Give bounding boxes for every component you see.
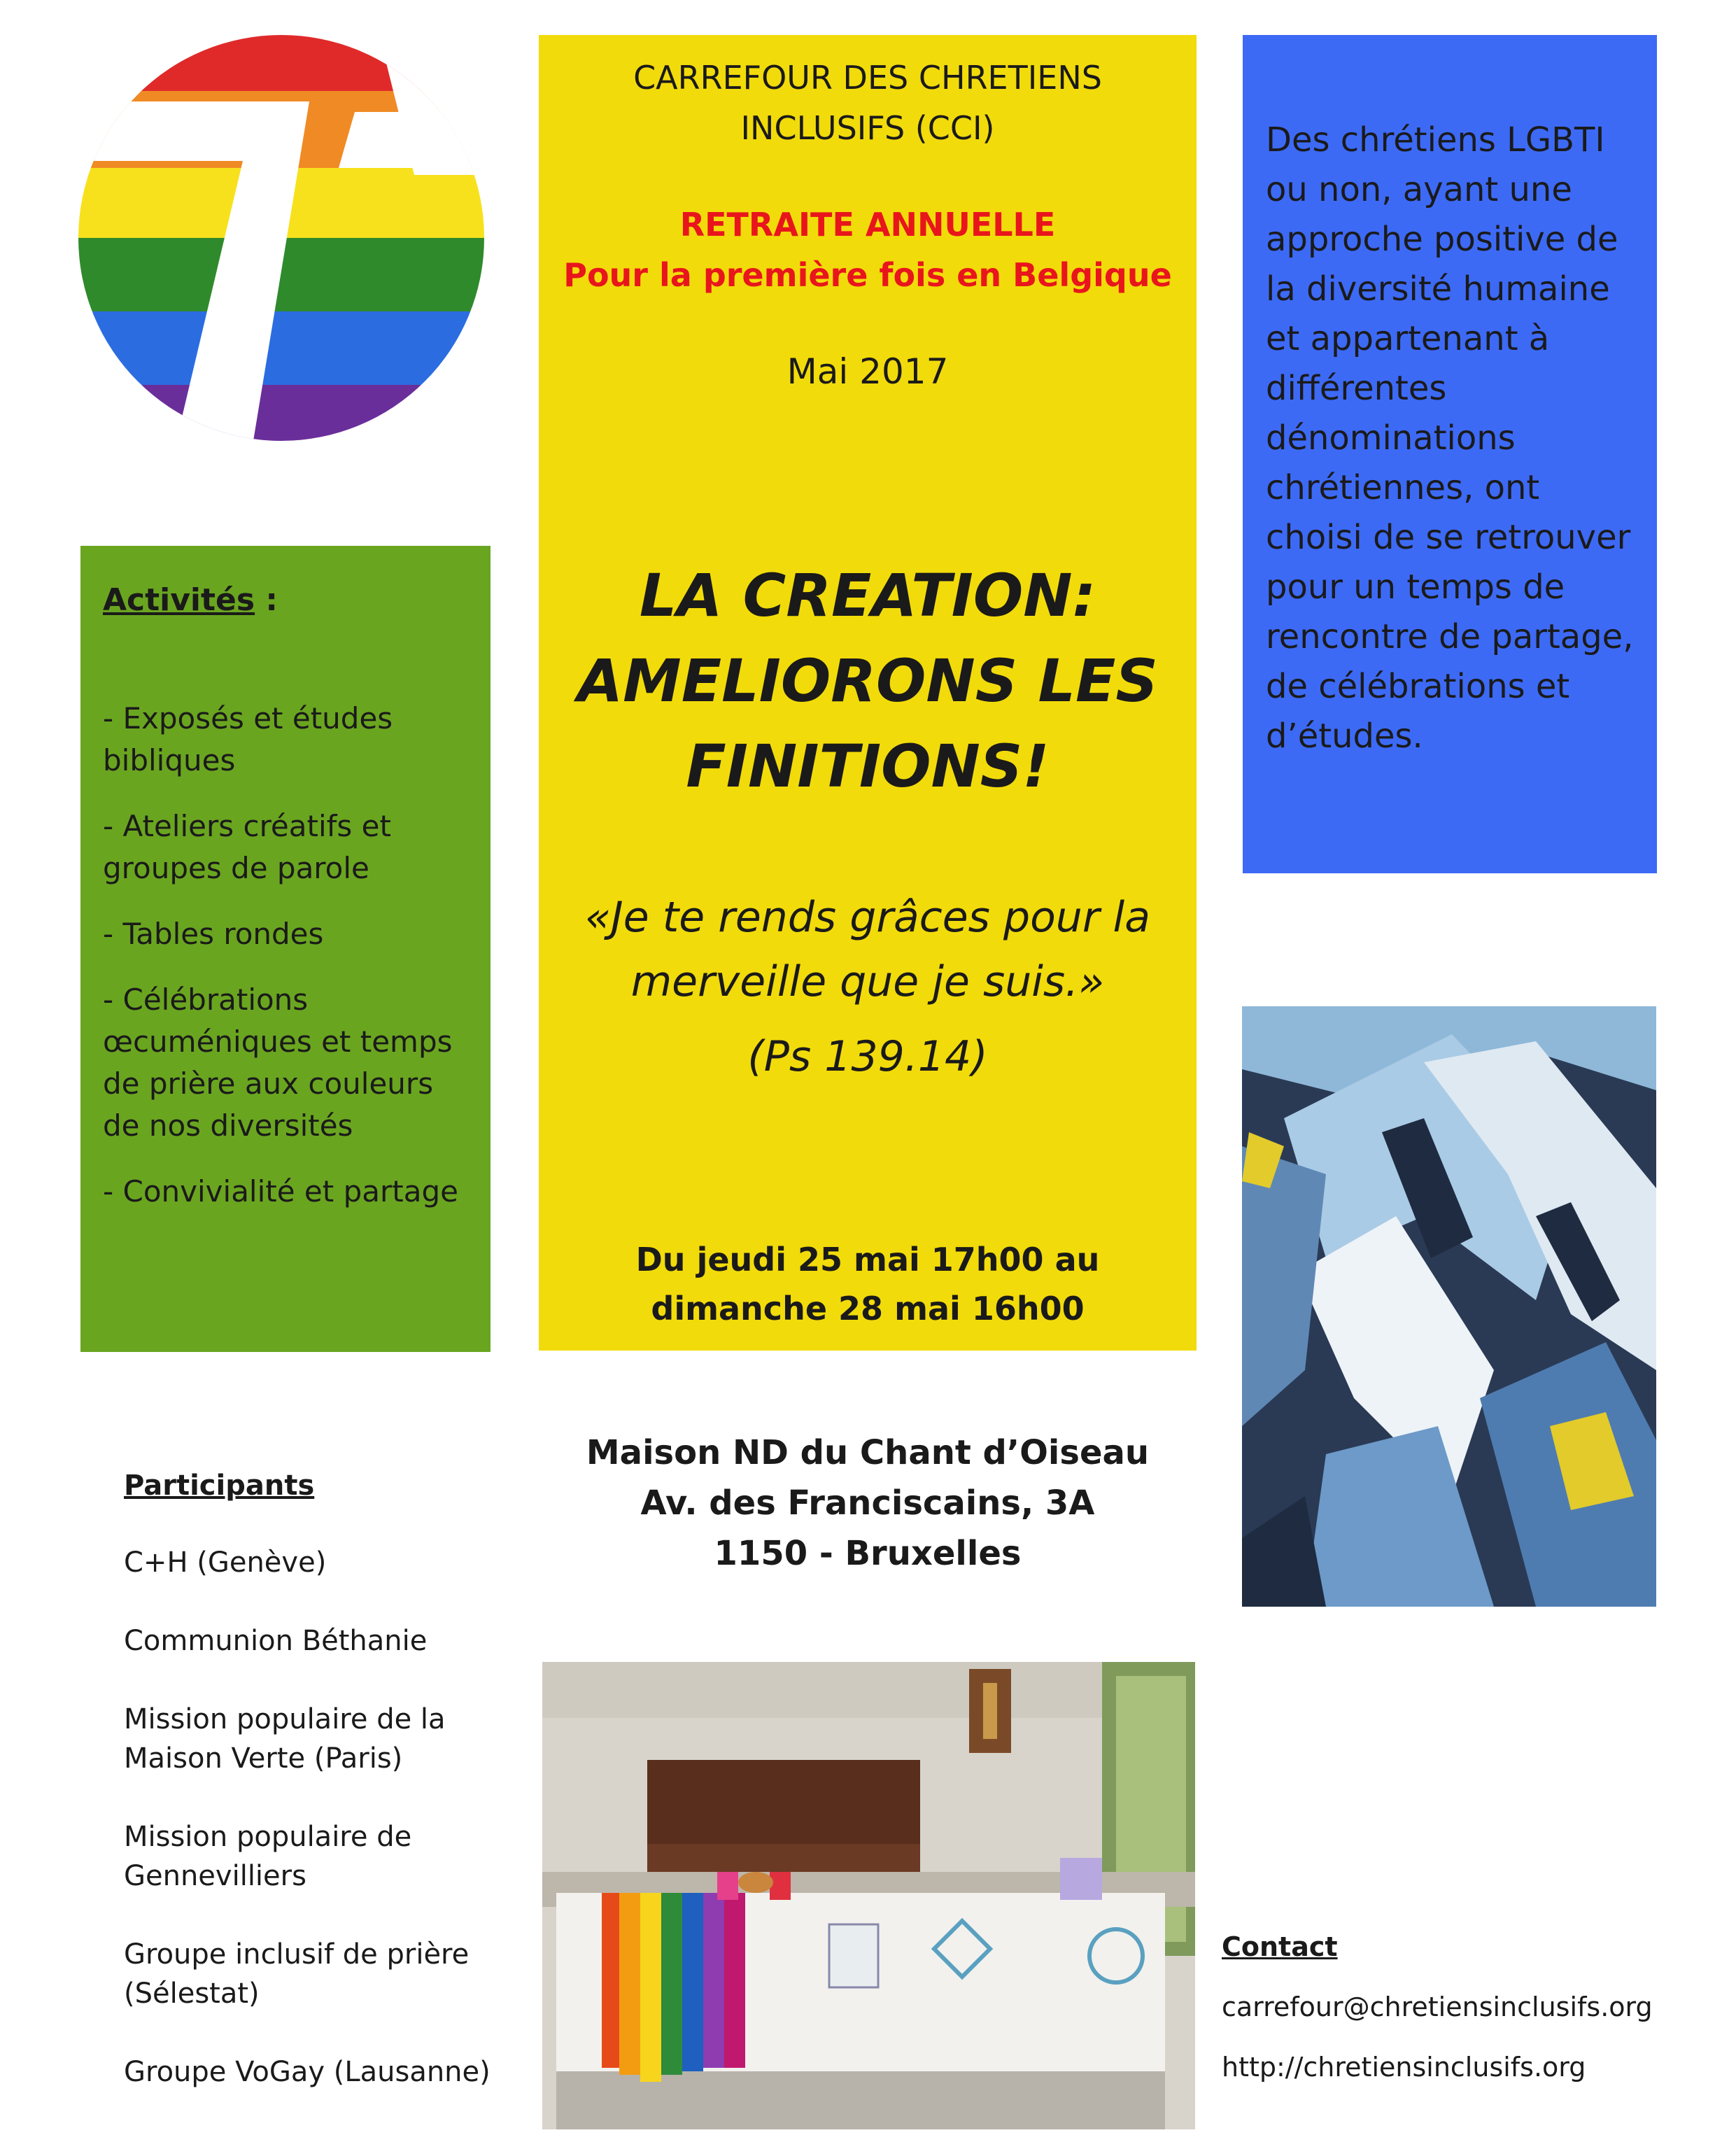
activity-item: - Ateliers créatifs et groupes de parole [103, 809, 391, 885]
contact-email-link[interactable]: carrefour@chretiensinclusifs.org [1222, 1992, 1653, 2022]
participant-item: Groupe inclusif de prière (Sélestat) [124, 1938, 470, 2010]
retreat-title: RETRAITE ANNUELLE Pour la première fois en Belgique [563, 206, 1172, 294]
contact-website-link[interactable]: http://chretiensinclusifs.org [1222, 2052, 1586, 2083]
participant-item: C+H (Genève) [124, 1546, 327, 1579]
participant-item: Groupe VoGay (Lausanne) [124, 2056, 491, 2088]
participants-list [124, 1466, 516, 2131]
event-panel [539, 35, 1197, 1351]
event-dates: Du jeudi 25 mai 17h00 au dimanche 28 mai 16h00 [635, 1241, 1100, 1327]
activities-panel [80, 546, 491, 1352]
participants-title: Participants [124, 1470, 315, 1502]
activity-item: - Célébrations œcuméniques et temps de prière aux couleurs de nos diversités [103, 982, 453, 1143]
abstract-painting-image [1242, 1006, 1656, 1607]
activity-item: - Exposés et études bibliques [103, 701, 393, 777]
participant-item: Communion Béthanie [124, 1625, 428, 1657]
activities-heading: Activités : [103, 582, 278, 618]
contact-title: Contact [1222, 1931, 1338, 1962]
event-theme: LA CREATION: AMELIORONS LES FINITIONS! [577, 561, 1158, 801]
cci-rainbow-logo [78, 35, 484, 441]
bible-quote: «Je te rends grâces pour la merveille que je suis.» [584, 893, 1150, 1006]
activity-item: - Convivialité et partage [103, 1174, 458, 1209]
description-panel [1243, 35, 1657, 873]
event-address: Maison ND du Chant d’Oiseau Av. des Franciscains, 3A 1150 - Bruxelles [586, 1433, 1150, 1573]
participant-item: Mission populaire de Gennevilliers [124, 1821, 412, 1892]
bible-reference: (Ps 139.14) [747, 1032, 988, 1081]
altar-photo-image [542, 1662, 1195, 2129]
participant-item: Mission populaire de la Maison Verte (Paris) [124, 1703, 446, 1775]
event-month: Mai 2017 [786, 351, 949, 392]
activity-item: - Tables rondes [103, 917, 324, 951]
organization-name: CARREFOUR DES CHRETIENS INCLUSIFS (CCI) [633, 59, 1102, 147]
contact-section [1222, 1929, 1712, 2110]
description-text: Des chrétiens LGBTI ou non, ayant une approche positive de la diversité humaine et appartenant à différentes dénominations chrétiennes, ont choisi de se retrouver pour un temps de rencontre de partage, de célébrations et d’études. [1266, 120, 1634, 756]
